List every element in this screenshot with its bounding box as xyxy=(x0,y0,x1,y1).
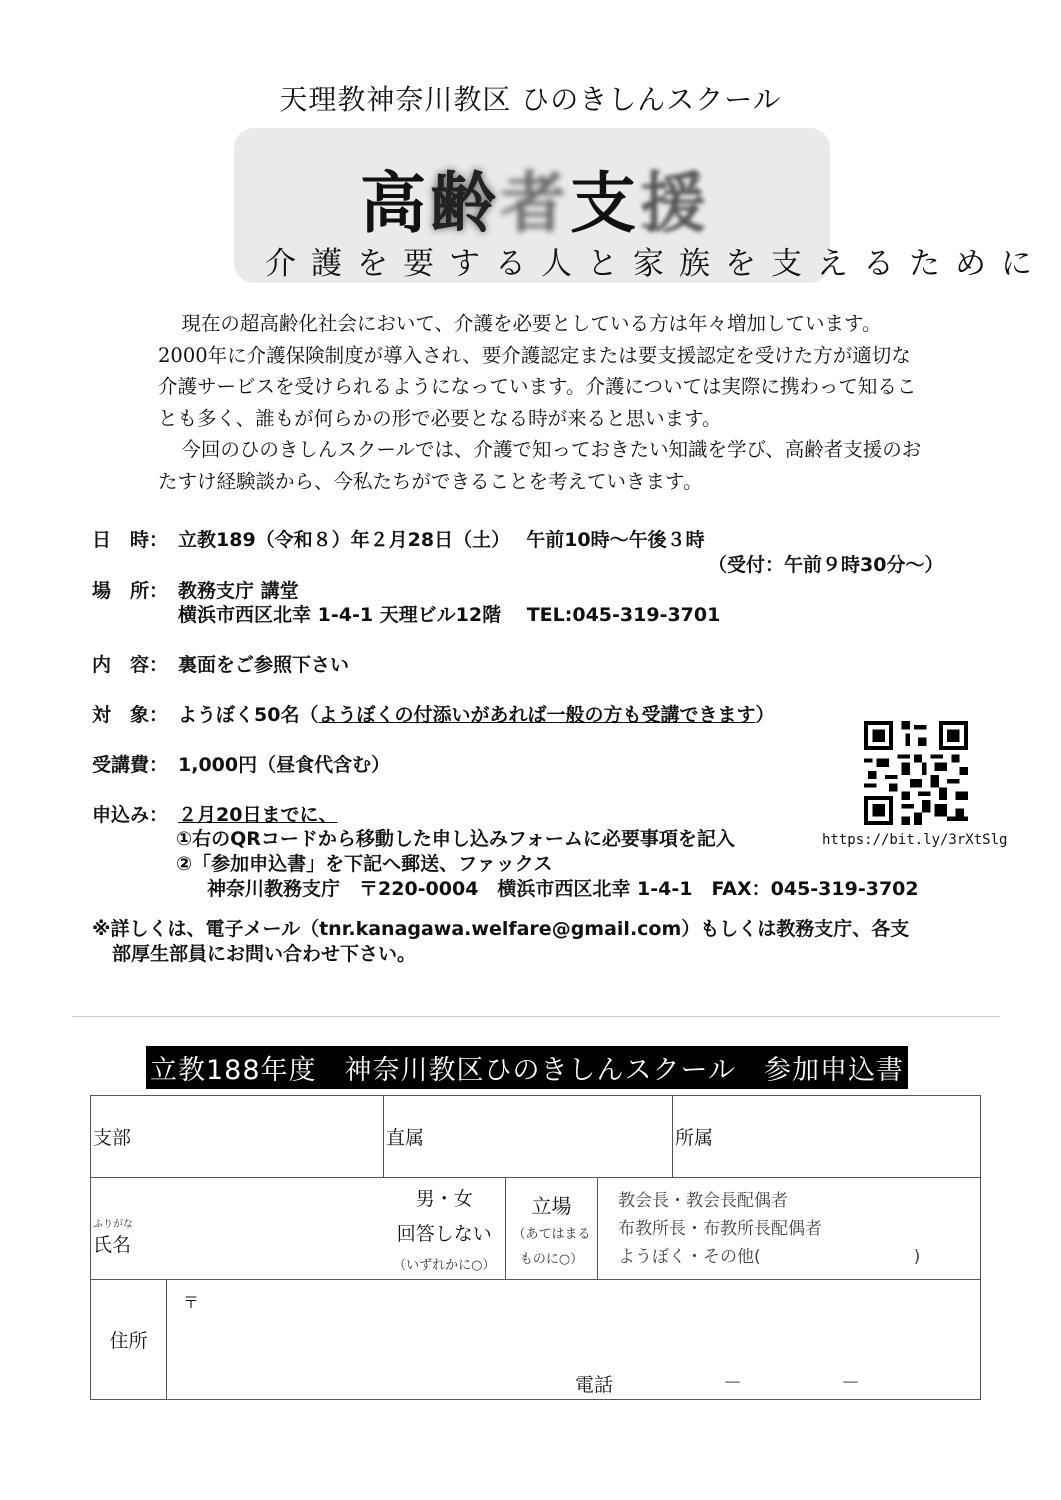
address-label-cell xyxy=(91,1280,167,1400)
application-form xyxy=(90,1095,981,1400)
main-title xyxy=(300,150,770,245)
qr-code-icon[interactable] xyxy=(864,721,968,825)
apply-method-1: ①右のQRコードから移動した申し込みフォームに必要事項を記入 xyxy=(176,828,735,850)
name-label: 氏名 xyxy=(93,1233,132,1256)
position-field xyxy=(506,1178,598,1280)
branch-label: 支部 xyxy=(93,1127,132,1149)
intro-text xyxy=(158,308,928,497)
title-char: 者 xyxy=(500,165,570,242)
target-row xyxy=(92,700,774,727)
divider xyxy=(72,1016,1000,1017)
direct-label: 直属 xyxy=(386,1127,425,1149)
title-char: 援 xyxy=(640,165,710,242)
postal-mark: 〒 xyxy=(183,1293,200,1312)
role-options[interactable] xyxy=(598,1178,981,1280)
position-note-2: ものに○） xyxy=(519,1252,584,1267)
reception-time: （受付：午前９時30分～） xyxy=(708,554,944,576)
gender-field[interactable] xyxy=(384,1178,506,1280)
position-note: （あてはまる xyxy=(512,1227,591,1242)
address-label: 住所 xyxy=(109,1330,148,1352)
fee-value: 1,000円（昼食代含む） xyxy=(178,754,391,776)
address-field[interactable] xyxy=(167,1280,981,1400)
content-row xyxy=(92,650,349,677)
target-label: 対 象： xyxy=(92,704,169,726)
target-note: ようぼくの付添いがあれば一般の方も受講できます xyxy=(318,704,756,726)
place-row xyxy=(92,576,299,603)
target-value: ようぼく50名（ xyxy=(178,704,319,726)
fee-row xyxy=(92,750,390,777)
contact-note: ※詳しくは、電子メール（tnr.kanagawa.welfare@gmail.com）もしくは教務支庁、各支 xyxy=(92,918,910,940)
branch-field[interactable] xyxy=(91,1096,384,1178)
furigana-label: ふりがな xyxy=(93,1218,133,1230)
place-label: 場 所： xyxy=(92,580,169,602)
title-char: 支 xyxy=(570,165,640,242)
gender-options: 男・女 xyxy=(415,1188,473,1210)
fee-label: 受講費： xyxy=(92,754,169,776)
apply-row xyxy=(92,800,337,827)
apply-deadline: ２月20日までに、 xyxy=(178,804,338,826)
date-label: 日 時： xyxy=(92,529,169,551)
phone-label: 電話 xyxy=(575,1374,614,1396)
content-label: 内 容： xyxy=(92,654,169,676)
date-row xyxy=(92,525,705,552)
direct-field[interactable] xyxy=(384,1096,673,1178)
content-value: 裏面をご参照下さい xyxy=(178,654,350,676)
date-value: 立教189（令和８）年２月28日（土） 午前10時～午後３時 xyxy=(178,529,705,551)
title-char: 高 xyxy=(360,165,430,242)
role-option: 布教所長・布教所長配偶者 xyxy=(618,1218,823,1239)
role-option: 教会長・教会長配偶者 xyxy=(618,1190,789,1211)
position-label: 立場 xyxy=(531,1194,572,1218)
gender-note: （いずれかに○） xyxy=(393,1258,496,1273)
place-value: 教務支庁 講堂 xyxy=(178,580,299,602)
role-option: ようぼく・その他( ) xyxy=(618,1246,921,1267)
phone-dash: － xyxy=(841,1372,861,1394)
phone-dash: － xyxy=(723,1372,743,1394)
contact-note-2: 部厚生部員にお問い合わせ下さい。 xyxy=(112,943,417,965)
target-end: ） xyxy=(755,704,775,726)
gender-no-answer: 回答しない xyxy=(396,1223,492,1245)
org-heading: 天理教神奈川教区 ひのきしんスクール xyxy=(279,83,782,116)
title-char: 齢 xyxy=(430,165,500,242)
subtitle: 介護を要する人と家族を支えるために xyxy=(265,246,1047,282)
apply-method-2: ②「参加申込書」を下記へ郵送、ファックス xyxy=(176,853,553,875)
place-address: 横浜市西区北幸 1-4-1 天理ビル12階 TEL:045-319-3701 xyxy=(178,604,721,626)
qr-url[interactable]: https://bit.ly/3rXtSlg xyxy=(822,832,1008,848)
apply-address: 神奈川教務支庁 〒220-0004 横浜市西区北幸 1-4-1 FAX：045-319-3702 xyxy=(207,878,919,900)
form-title: 立教188年度 神奈川教区ひのきしんスクール 参加申込書 xyxy=(146,1046,908,1089)
intro-paragraph: 今回のひのきしんスクールでは、介護で知っておきたい知識を学び、高齢者支援のおたすけ経験談から、今私たちができることを考えていきます。 xyxy=(158,438,922,493)
intro-paragraph: 現在の超高齢化社会において、介護を必要としている方は年々増加しています。2000年に介護保険制度が導入され、要介護認定または要支援認定を受けた方が適切な介護サービスを受けられるようになっています。介護については実際に携わって知ることも多く、誰もが何らかの形で必要となる時が来ると思います。 xyxy=(158,312,917,430)
apply-label: 申込み： xyxy=(92,804,169,826)
name-field[interactable] xyxy=(91,1178,384,1280)
affiliation-label: 所属 xyxy=(675,1127,714,1149)
affiliation-field[interactable] xyxy=(673,1096,981,1178)
